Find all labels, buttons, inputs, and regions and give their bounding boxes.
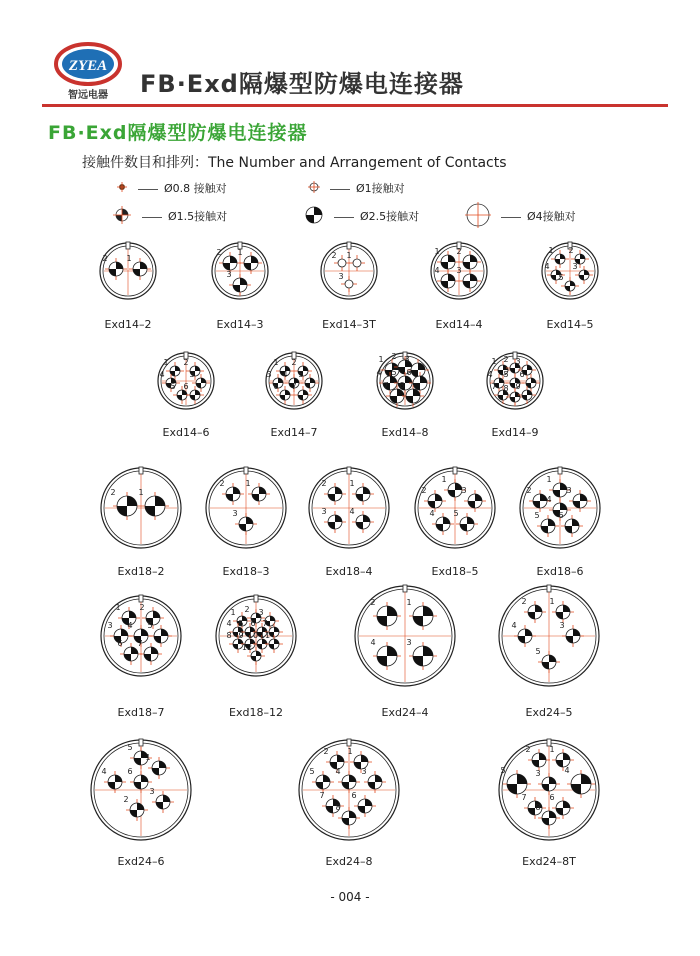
pin-number: 1 xyxy=(549,597,555,606)
pin-number: 3 xyxy=(266,370,272,379)
connector-face xyxy=(266,352,322,409)
pin-number: 11 xyxy=(259,631,271,640)
pin-number: 8 xyxy=(399,381,405,390)
connector-label: Exd14–6 xyxy=(162,426,210,439)
pin-number: 1 xyxy=(273,358,279,367)
pin-number: 8 xyxy=(503,384,509,393)
connector-face xyxy=(206,467,286,548)
pin-number: 2 xyxy=(244,605,250,614)
pin-number: 3 xyxy=(572,262,578,271)
pin-number: 4 xyxy=(429,509,435,518)
pin-number: 1 xyxy=(126,254,132,263)
pin-number: 5 xyxy=(238,619,244,628)
pin-number: 2 xyxy=(503,355,509,364)
connector-label: Exd18–7 xyxy=(117,706,165,719)
pin-number: 3 xyxy=(232,509,238,518)
connector-face xyxy=(355,585,455,686)
pin-number: 1 xyxy=(546,475,552,484)
pin-number: 4 xyxy=(159,370,165,379)
pin-number: 4 xyxy=(376,368,382,377)
connector-face xyxy=(212,242,268,299)
connector-face xyxy=(100,242,156,299)
connector-label: Exd18–6 xyxy=(536,565,584,578)
pin-number: 6 xyxy=(406,368,412,377)
pin-number: 6 xyxy=(250,619,256,628)
connector-face xyxy=(91,739,191,840)
pin-number: 3 xyxy=(515,357,521,366)
connector-label: Exd24–8 xyxy=(325,855,373,868)
pin-number: 8 xyxy=(335,803,341,812)
pin-number: 4 xyxy=(226,619,232,628)
pin-number: 5 xyxy=(558,273,564,282)
connector-label: Exd18–4 xyxy=(325,565,373,578)
pin-number: 4 xyxy=(127,621,133,630)
connector-label: Exd18–12 xyxy=(229,706,283,719)
pin-number: 6 xyxy=(351,791,357,800)
pin-number: 5 xyxy=(500,766,506,775)
pin-number: 2 xyxy=(525,745,531,754)
pin-number: 9 xyxy=(238,631,244,640)
pin-number: 5 xyxy=(298,370,304,379)
connector-face xyxy=(321,242,377,299)
pin-number: 2 xyxy=(521,597,527,606)
pin-number: 3 xyxy=(361,767,367,776)
pin-number: 2 xyxy=(323,747,329,756)
connector-face xyxy=(101,595,181,676)
pin-number: 4 xyxy=(544,262,550,271)
pin-number: 7 xyxy=(521,793,527,802)
connector-face xyxy=(520,467,600,548)
pin-number: 1 xyxy=(549,745,555,754)
pin-number: 2 xyxy=(331,251,337,260)
pin-number: 7 xyxy=(262,619,268,628)
pin-number: 3 xyxy=(258,608,264,617)
page-header-title: FB·Exd隔爆型防爆电连接器 xyxy=(140,70,464,98)
pin-number: 3 xyxy=(535,769,541,778)
pin-number: 1 xyxy=(441,475,447,484)
pin-number: 1 xyxy=(245,479,251,488)
pin-number: 3 xyxy=(404,355,410,364)
connector-label: Exd24–8T xyxy=(522,855,576,868)
connector-face xyxy=(499,739,599,840)
pin-number: 3 xyxy=(226,270,232,279)
pin-number: 5 xyxy=(309,767,315,776)
pin-number: 1 xyxy=(163,358,169,367)
connector-face xyxy=(487,352,543,409)
pin-number: 7 xyxy=(291,382,297,391)
pin-number: 6 xyxy=(127,767,133,776)
connector-label: Exd14–9 xyxy=(491,426,539,439)
pin-number: 8 xyxy=(226,631,232,640)
pin-number: 9 xyxy=(515,382,521,391)
pin-number: 2 xyxy=(219,479,225,488)
pin-number: 7 xyxy=(137,639,143,648)
pin-number: 1 xyxy=(434,247,440,256)
pin-number: 1 xyxy=(237,248,243,257)
pin-number: 5 xyxy=(535,647,541,656)
pin-number: 2 xyxy=(291,358,297,367)
connector-label: Exd18–5 xyxy=(431,565,479,578)
pin-number: 4 xyxy=(546,495,552,504)
pin-number: 7 xyxy=(383,381,389,390)
pin-number: 4 xyxy=(370,638,376,647)
pin-number: 2 xyxy=(526,486,532,495)
pin-number: 8 xyxy=(535,803,541,812)
pin-number: 3 xyxy=(107,621,113,630)
pin-number: 2 xyxy=(391,352,397,361)
pin-number: 1 xyxy=(491,357,497,366)
connector-face xyxy=(299,739,399,840)
connector-label: Exd18–3 xyxy=(222,565,270,578)
pin-number: 7 xyxy=(319,791,325,800)
pin-number: 4 xyxy=(349,507,355,516)
page-number: - 004 - xyxy=(330,890,370,904)
pin-number: 5 xyxy=(170,382,176,391)
pin-number: 6 xyxy=(519,370,525,379)
pin-number: 5 xyxy=(453,509,459,518)
pin-number: 2 xyxy=(102,254,108,263)
pin-number: 5 xyxy=(391,368,397,377)
connector-label: Exd14–5 xyxy=(546,318,594,331)
contacts-heading: 接触件数目和排列：The Number and Arrangement of Contacts xyxy=(82,155,507,171)
connector-face xyxy=(216,595,296,676)
connector-label: Exd14–3T xyxy=(322,318,376,331)
pin-number: 1 xyxy=(378,355,384,364)
pin-number: 6 xyxy=(549,793,555,802)
section-title: FB·Exd隔爆型防爆电连接器 xyxy=(48,122,308,144)
connector-label: Exd14–2 xyxy=(104,318,152,331)
pin-number: 2 xyxy=(421,486,427,495)
connector-face xyxy=(158,352,214,409)
logo-text: ZYEA xyxy=(68,58,108,74)
pin-number: 4 xyxy=(487,370,493,379)
connector-label: Exd14–4 xyxy=(435,318,483,331)
pin-number: 2 xyxy=(568,246,574,255)
connector-face xyxy=(101,467,181,548)
legend-text: Ø1接触对 xyxy=(356,182,405,195)
connector-face xyxy=(542,242,598,299)
pin-number: 6 xyxy=(117,639,123,648)
pin-number: 1 xyxy=(230,608,236,617)
pin-number: 3 xyxy=(149,787,155,796)
connector-face xyxy=(431,242,487,299)
pin-number: 2 xyxy=(456,247,462,256)
pin-number: 2 xyxy=(139,603,145,612)
connector-label: Exd14–3 xyxy=(216,318,264,331)
legend-text: Ø0.8 接触对 xyxy=(164,182,227,195)
pin-number: 4 xyxy=(101,767,107,776)
pin-number: 1 xyxy=(145,753,151,762)
pin-number: 4 xyxy=(335,767,341,776)
connector-face xyxy=(415,467,495,548)
pin-number: 5 xyxy=(127,743,133,752)
pin-number: 2 xyxy=(370,598,376,607)
pin-number: 3 xyxy=(406,638,412,647)
legend-text: Ø4接触对 xyxy=(527,210,576,223)
pin-number: 5 xyxy=(534,511,540,520)
pin-number: 1 xyxy=(138,488,144,497)
connector-label: Exd24–5 xyxy=(525,706,573,719)
pin-number: 7 xyxy=(491,382,497,391)
logo-caption: 智远电器 xyxy=(68,90,108,101)
pin-number: 1 xyxy=(548,246,554,255)
connector-face xyxy=(309,467,389,548)
pin-number: 4 xyxy=(564,766,570,775)
pin-number: 1 xyxy=(347,747,353,756)
pin-number: 3 xyxy=(566,486,572,495)
pin-number: 2 xyxy=(321,479,327,488)
pin-number: 1 xyxy=(349,479,355,488)
pin-number: 6 xyxy=(558,511,564,520)
pin-number: 3 xyxy=(559,621,565,630)
pin-number: 1 xyxy=(346,251,352,260)
pin-number: 10 xyxy=(247,631,259,640)
pin-number: 12 xyxy=(241,643,253,652)
pin-number: 2 xyxy=(110,488,116,497)
legend-text: Ø1.5接触对 xyxy=(168,210,228,223)
connector-label: Exd14–7 xyxy=(270,426,318,439)
connector-face xyxy=(376,352,433,409)
pin-number: 4 xyxy=(434,266,440,275)
pin-number: 2 xyxy=(123,795,129,804)
pin-number: 4 xyxy=(511,621,517,630)
connector-label: Exd24–4 xyxy=(381,706,429,719)
pin-number: 5 xyxy=(147,621,153,630)
pin-number: 3 xyxy=(456,266,462,275)
pin-number: 4 xyxy=(282,370,288,379)
connector-label: Exd18–2 xyxy=(117,565,165,578)
connector-label: Exd14–8 xyxy=(381,426,429,439)
pin-number: 1 xyxy=(406,598,412,607)
pin-number: 6 xyxy=(273,382,279,391)
pin-number: 5 xyxy=(503,370,509,379)
pin-number: 3 xyxy=(338,272,344,281)
pin-number: 6 xyxy=(183,382,189,391)
pin-number: 3 xyxy=(461,486,467,495)
legend-text: Ø2.5接触对 xyxy=(360,210,420,223)
pin-number: 1 xyxy=(115,603,121,612)
pin-number: 2 xyxy=(216,248,222,257)
pin-number: 3 xyxy=(321,507,327,516)
connector-face xyxy=(499,585,599,686)
connector-label: Exd24–6 xyxy=(117,855,165,868)
pin-number: 3 xyxy=(189,370,195,379)
pin-number: 2 xyxy=(183,358,189,367)
